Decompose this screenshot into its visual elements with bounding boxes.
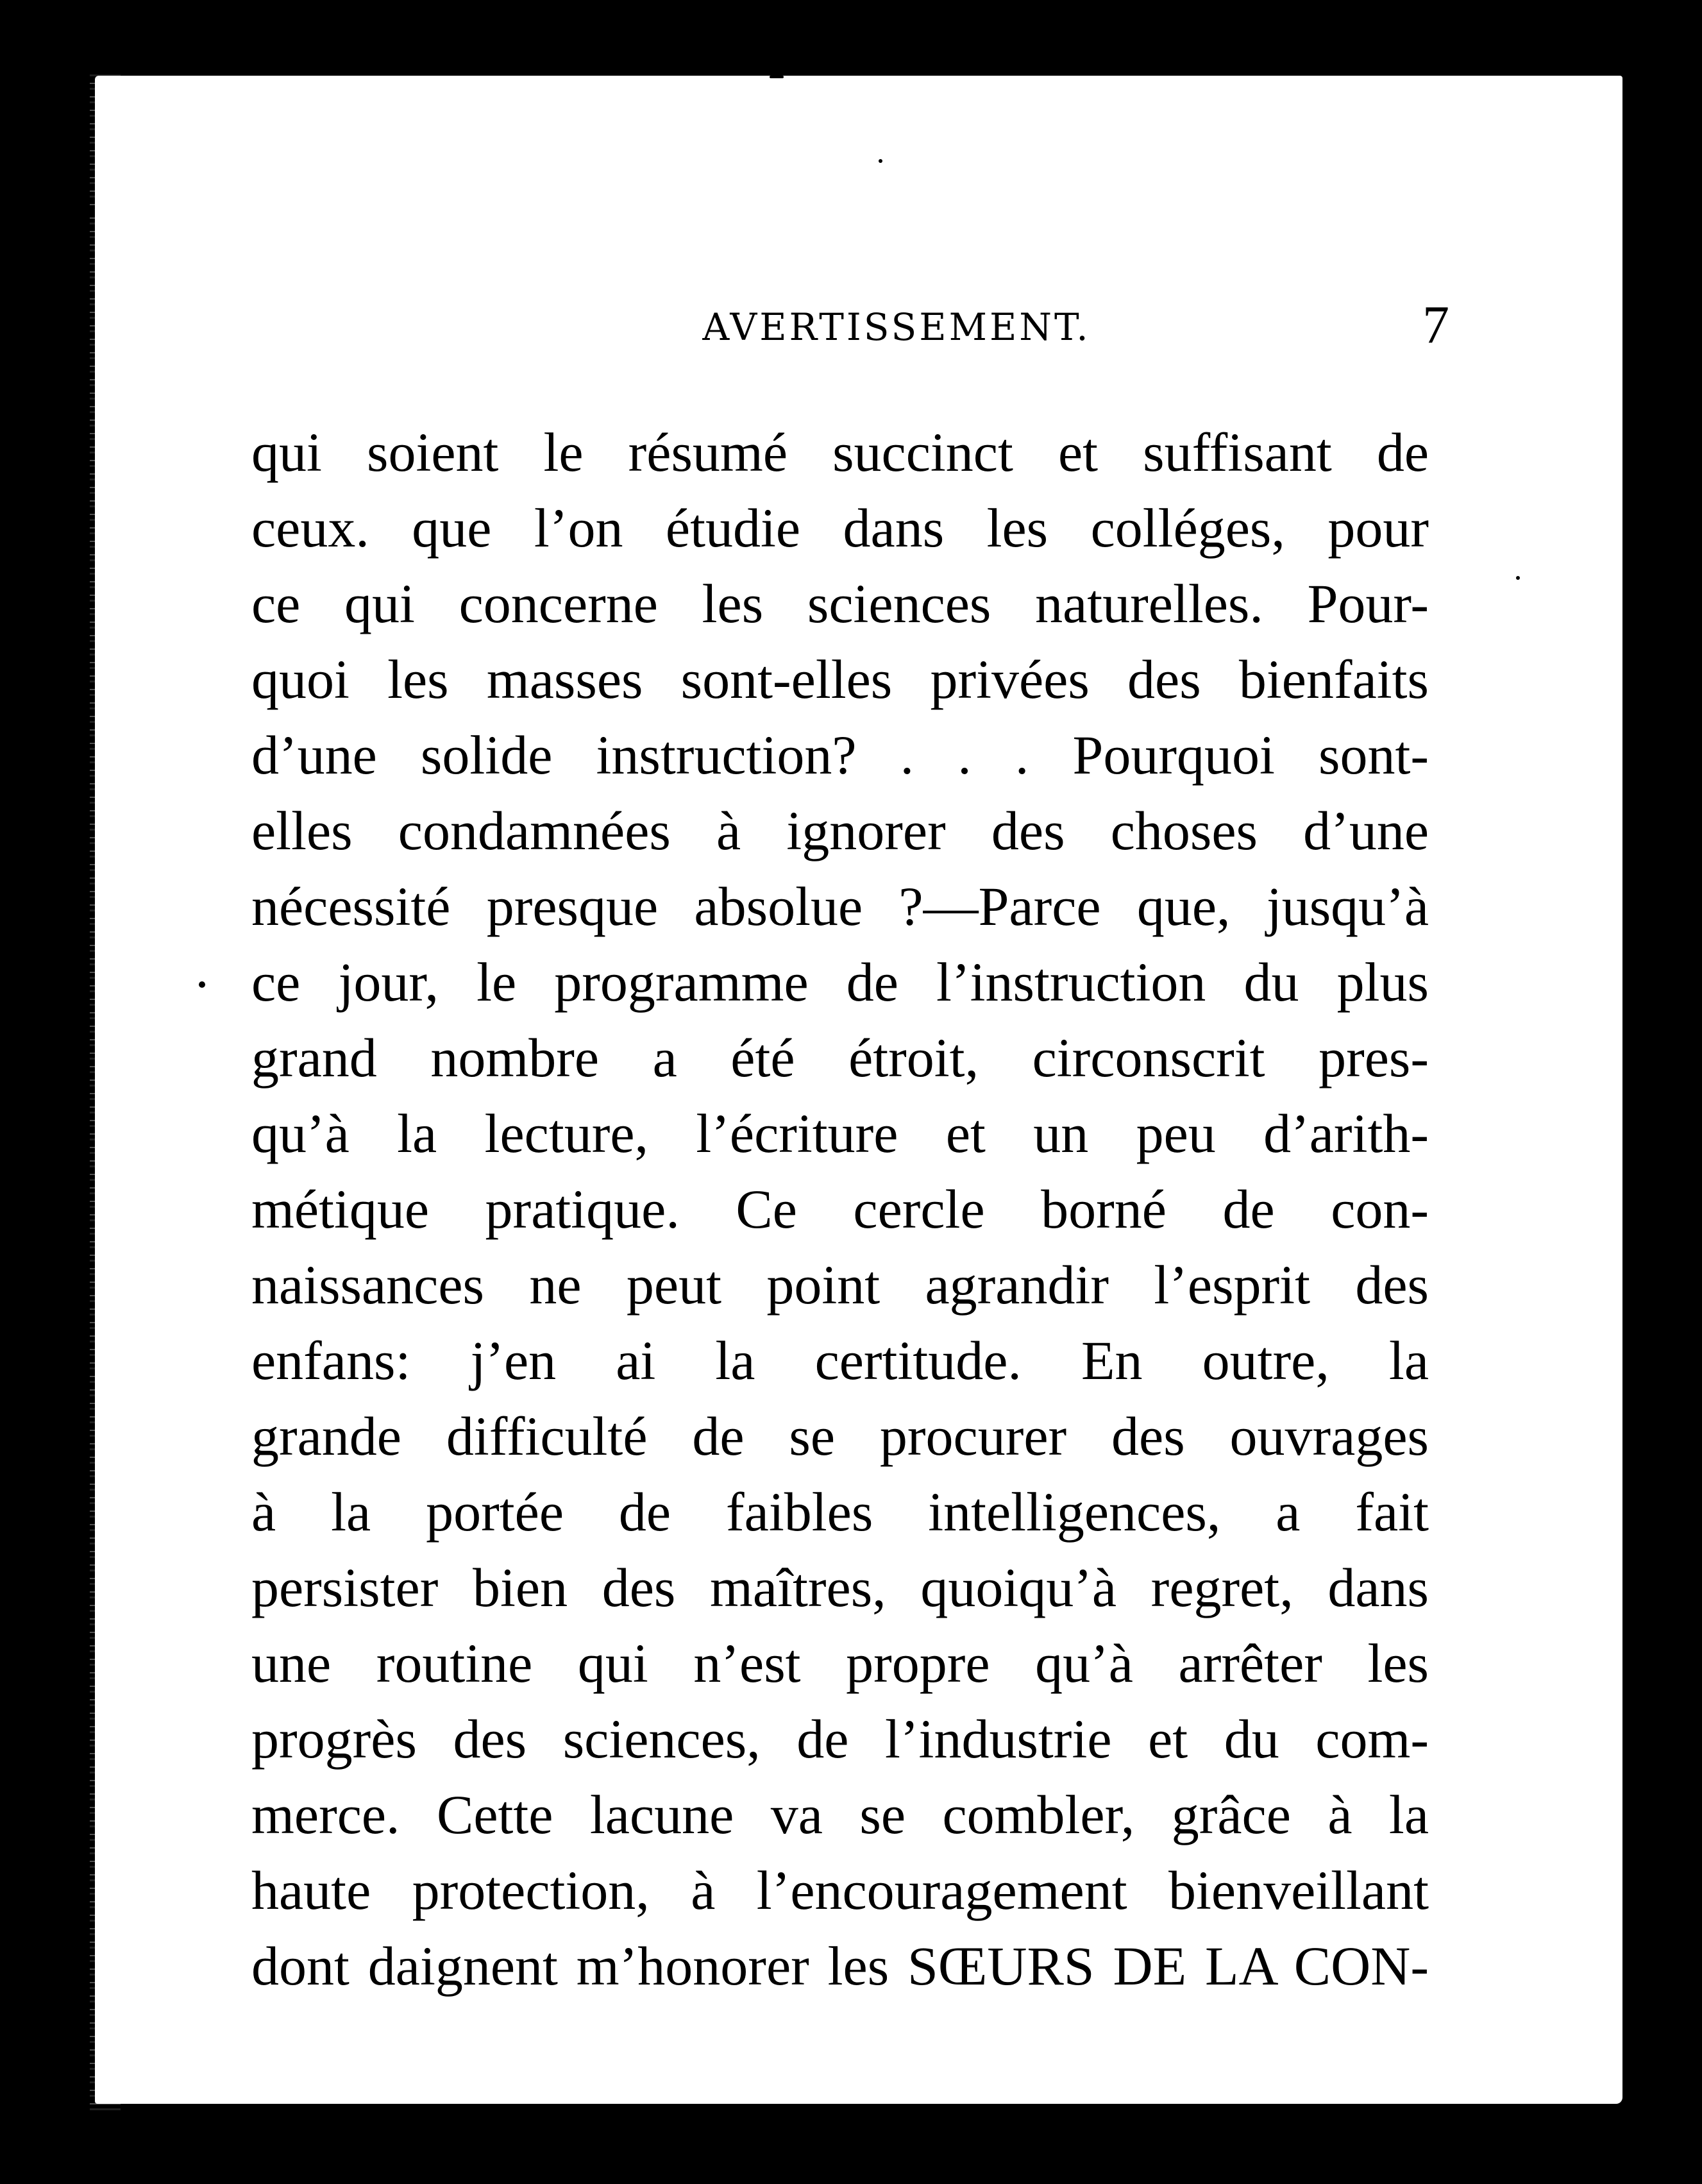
text-line: elles condamnées à ignorer des choses d’une [251, 800, 1429, 861]
page-number: 7 [1422, 295, 1449, 355]
text-line: métique pratique. Ce cercle borné de con- [251, 1178, 1429, 1240]
text-line: qui soient le résumé succinct et suffisant de [251, 421, 1429, 483]
text-line: enfans: j’en ai la certitude. En outre, la [251, 1330, 1429, 1391]
text-line: nécessité presque absolue ?—Parce que, jusqu’à [251, 876, 1429, 937]
text-line: progrès des sciences, de l’industrie et du com- [251, 1708, 1429, 1770]
ink-speck [1516, 576, 1520, 580]
text-line: haute protection, à l’encouragement bienveillant [251, 1859, 1429, 1921]
text-line: ce qui concerne les sciences naturelles. Pour- [251, 573, 1429, 634]
book-page [95, 76, 1622, 2104]
text-line: qu’à la lecture, l’écriture et un peu d’arith- [251, 1103, 1429, 1164]
ink-speck [770, 76, 784, 78]
running-title: AVERTISSEMENT. [702, 305, 1091, 349]
ink-speck [879, 159, 882, 163]
text-line: grande difficulté de se procurer des ouvrages [251, 1405, 1429, 1467]
text-line: une routine qui n’est propre qu’à arrêter les [251, 1632, 1429, 1694]
text-line: dont daignent m’honorer les SŒURS DE LA CON- [251, 1935, 1429, 1997]
ink-speck [1656, 1261, 1660, 1265]
text-line: grand nombre a été étroit, circonscrit pres- [251, 1027, 1429, 1088]
text-line: ceux. que l’on étudie dans les colléges, pour [251, 497, 1429, 559]
body-text [251, 414, 1429, 2004]
text-line: merce. Cette lacune va se combler, grâce à la [251, 1784, 1429, 1845]
text-line: ce jour, le programme de l’instruction du plus [251, 951, 1429, 1013]
page-header [95, 294, 1622, 364]
text-line: à la portée de faibles intelligences, a fait [251, 1481, 1429, 1543]
text-line: persister bien des maîtres, quoiqu’à regret, dans [251, 1557, 1429, 1618]
text-line: d’une solide instruction? . . . Pourquoi sont- [251, 724, 1429, 786]
text-line: naissances ne peut point agrandir l’esprit des [251, 1254, 1429, 1316]
text-line: quoi les masses sont-elles privées des bienfaits [251, 648, 1429, 710]
ink-speck [199, 981, 205, 988]
